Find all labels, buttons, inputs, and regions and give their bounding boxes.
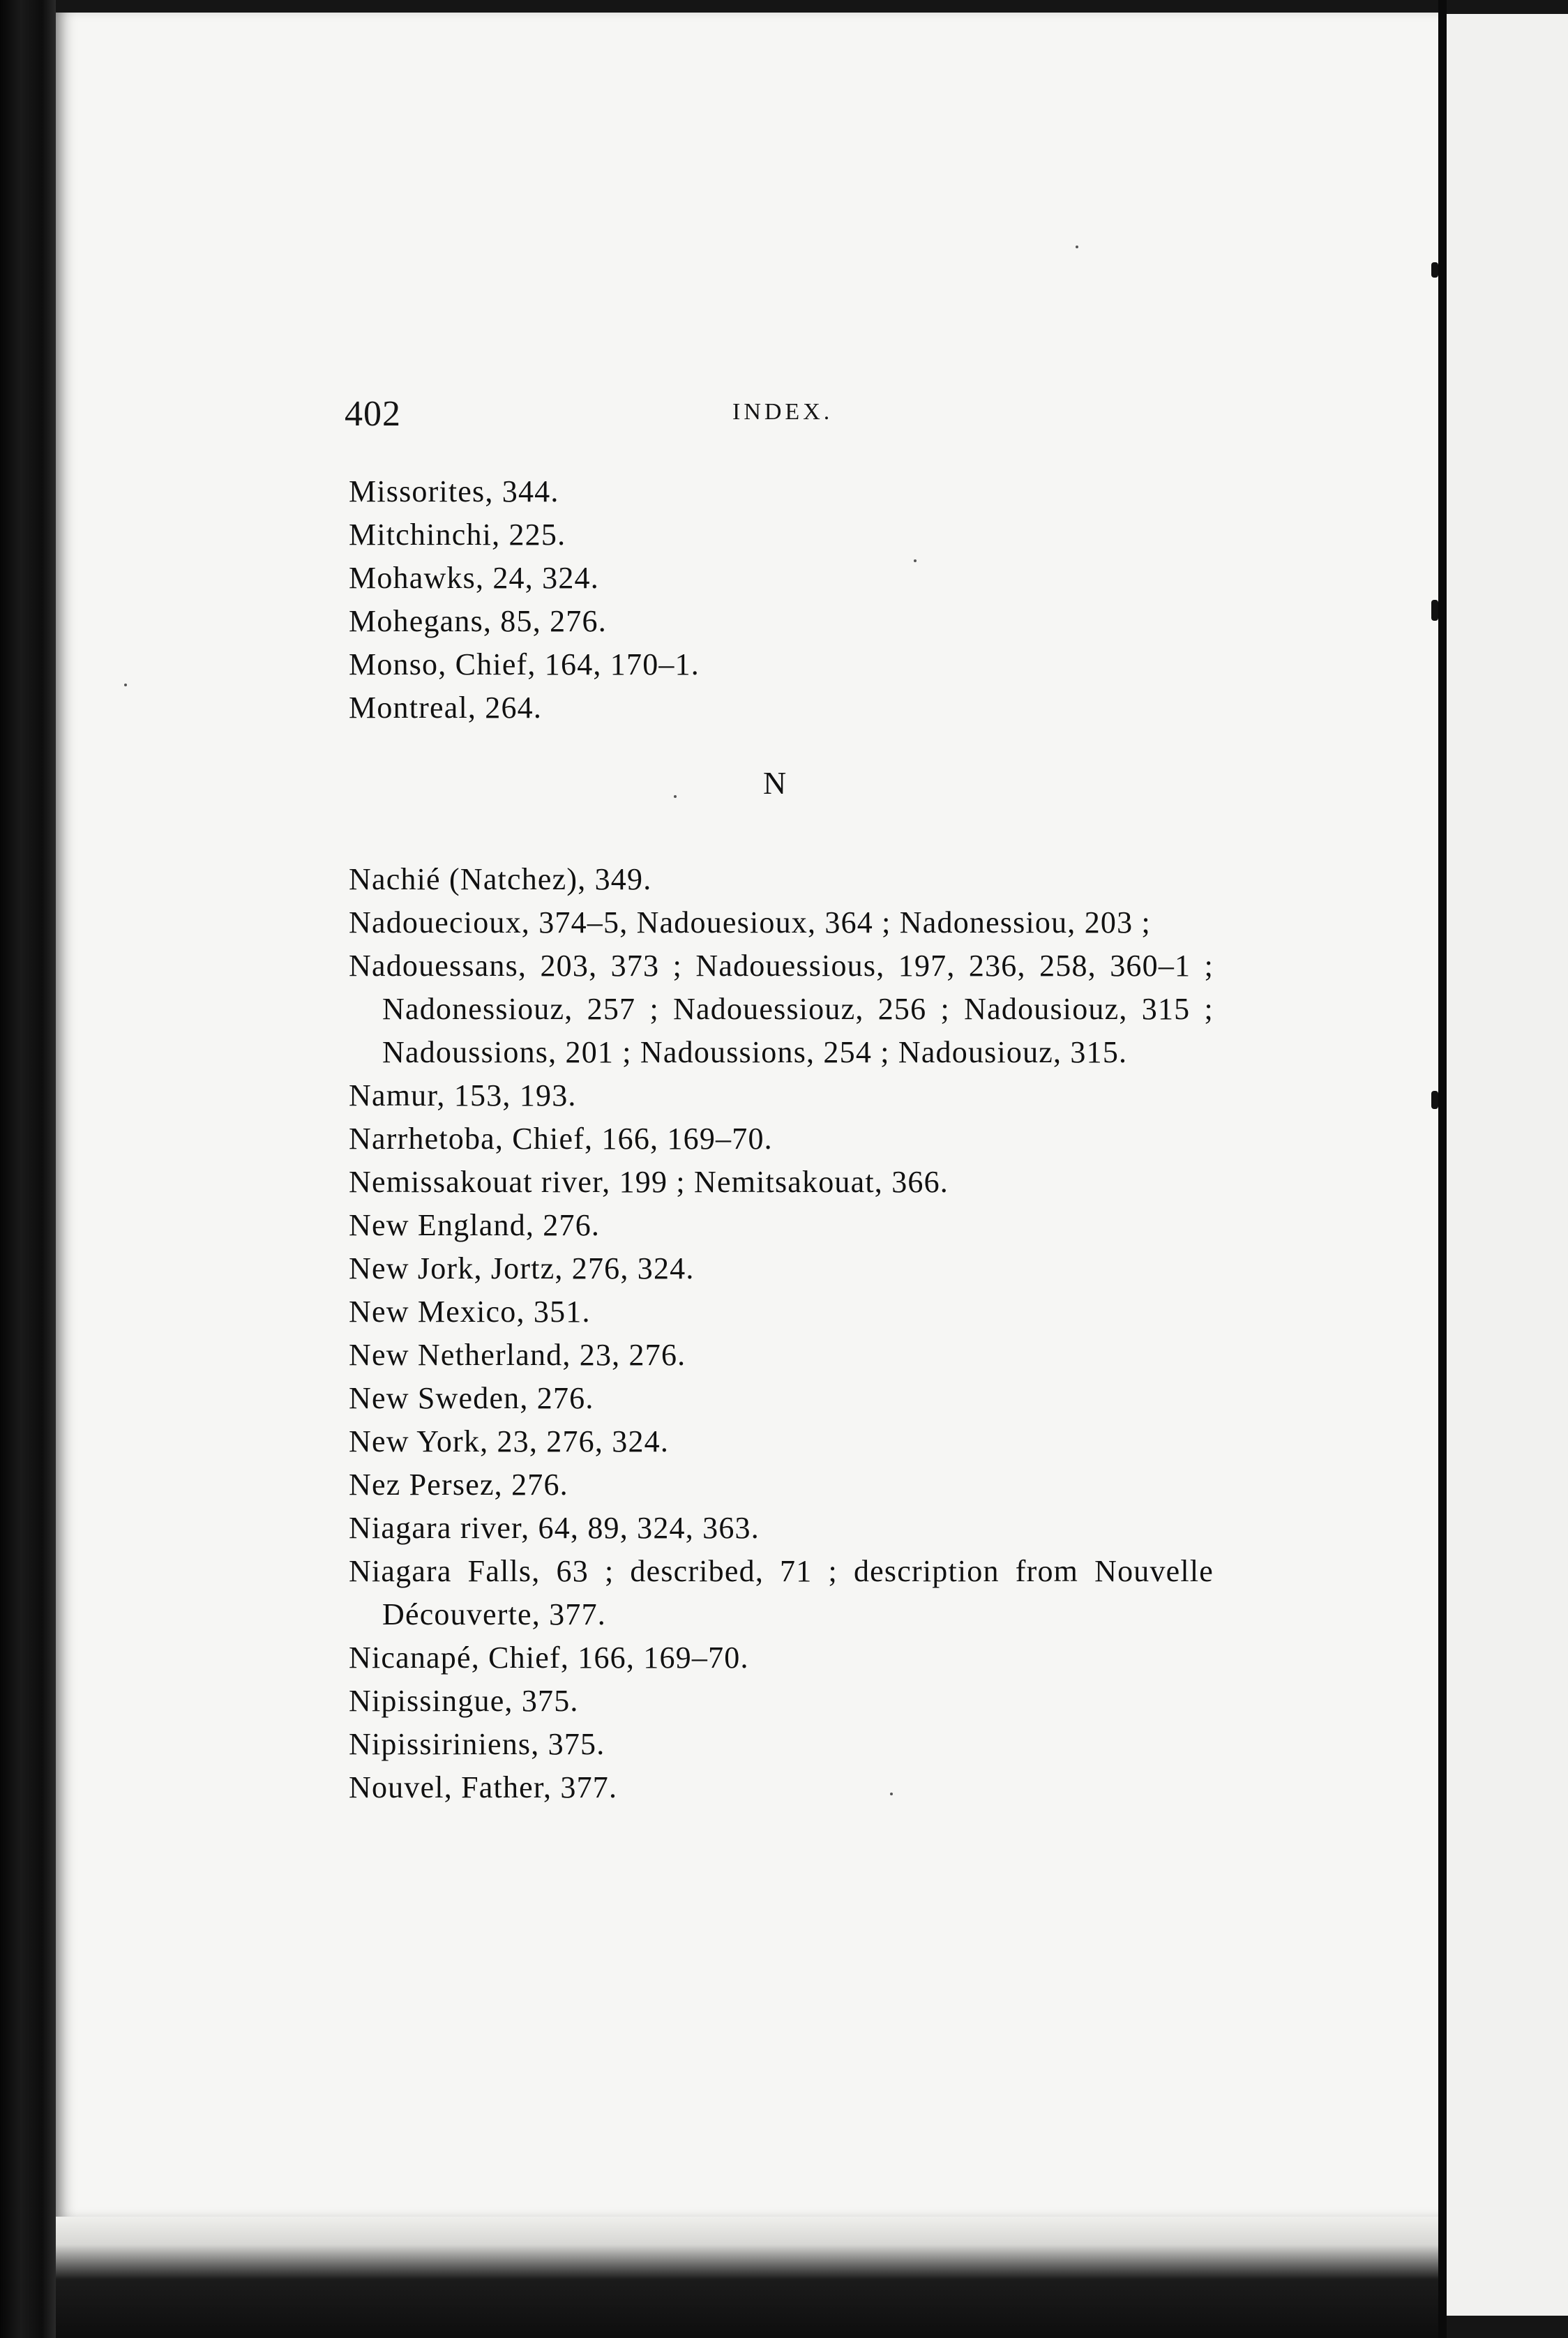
index-entry: Monso, Chief, 164, 170–1. <box>349 647 700 681</box>
index-entry: Nadouessans, 203, 373 ; Nadouessious, 197, 236, 258, 360–1 ; Nadonessiouz, 257 ; Nadouessiouz, 256 ; Nadousiouz, 315 ; Nadoussions, 201 ; Nadoussions, 254 ; Nadousiouz, 315. <box>349 949 1214 1069</box>
page-gutter <box>1438 0 1447 2338</box>
index-entry: Niagara Falls, 63 ; described, 71 ; description from Nouvelle Découverte, 377. <box>349 1554 1214 1631</box>
index-entry: Missorites, 344. <box>349 474 559 508</box>
running-head <box>345 393 1209 442</box>
index-entry: Niagara river, 64, 89, 324, 363. <box>349 1511 760 1545</box>
index-entry: New Mexico, 351. <box>349 1295 591 1329</box>
binding-mark <box>1431 600 1438 621</box>
book-binding-edge <box>0 0 56 2338</box>
index-entry: Nez Persez, 276. <box>349 1468 568 1502</box>
index-entry: Namur, 153, 193. <box>349 1078 577 1113</box>
index-entry: Nouvel, Father, 377. <box>349 1770 618 1804</box>
next-page-edge <box>1447 14 1568 2316</box>
running-title: INDEX. <box>732 399 834 425</box>
binding-mark <box>1431 1091 1438 1109</box>
index-entry: Montreal, 264. <box>349 691 543 725</box>
index-entry: New Sweden, 276. <box>349 1381 594 1415</box>
index-entry: Mohegans, 85, 276. <box>349 604 607 638</box>
index-entry: New Netherland, 23, 276. <box>349 1338 686 1372</box>
index-entry: Nipissiriniens, 375. <box>349 1727 605 1761</box>
index-entry: Nicanapé, Chief, 166, 169–70. <box>349 1641 749 1675</box>
paper-speck <box>674 795 677 798</box>
index-entry: New York, 23, 276, 324. <box>349 1424 670 1458</box>
index-entry: New Jork, Jortz, 276, 324. <box>349 1251 695 1285</box>
paper-speck <box>1076 246 1078 248</box>
index-section-m <box>349 470 1214 730</box>
paper-speck <box>124 684 127 686</box>
page-number: 402 <box>345 394 401 434</box>
index-section-n <box>349 858 1214 1809</box>
index-entry: New England, 276. <box>349 1208 601 1242</box>
index-entry: Nachié (Natchez), 349. <box>349 862 652 896</box>
index-entry: Nemissakouat river, 199 ; Nemitsakouat, 366. <box>349 1165 949 1199</box>
index-entry: Nadouecioux, 374–5, Nadouesioux, 364 ; Nadonessiou, 203 ; <box>349 905 1151 940</box>
index-entry: Nipissingue, 375. <box>349 1684 579 1718</box>
index-entry: Mohawks, 24, 324. <box>349 561 599 595</box>
section-letter: N <box>763 765 787 801</box>
page-bottom-edge <box>56 2217 1438 2338</box>
index-entry: Mitchinchi, 225. <box>349 518 566 552</box>
binding-mark <box>1431 262 1438 278</box>
index-entry: Narrhetoba, Chief, 166, 169–70. <box>349 1122 773 1156</box>
